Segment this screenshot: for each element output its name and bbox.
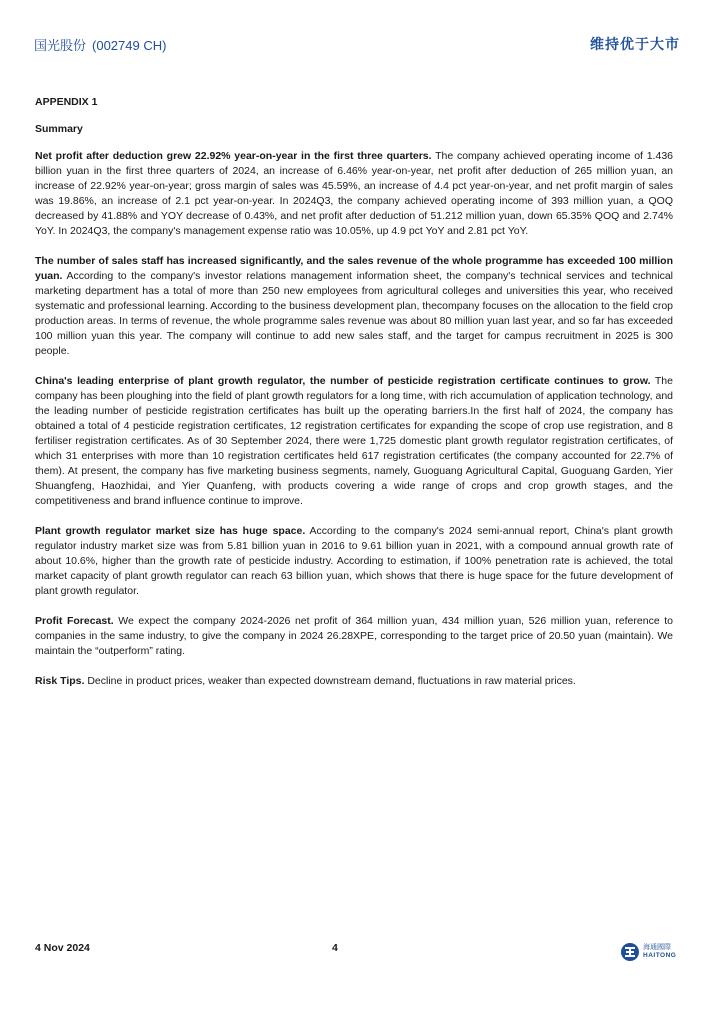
paragraph-body: The company has been ploughing into the field of plant growth regulators for a long time, with rich accumulation of application technology, and the leading number of pesticide registration certificates has built up the operating barriers.In the first half of 2024, the company has obtained a total of 4 pesticide registration certificates, 12 registration certificates for expanding the scope of crop use registration, and 8 fertiliser registration certificates. As of 30 September 2024, there were 1,725 domestic plant growth regulator registration certificates, of which 31 enterprises with more than 10 registration certificates held 617 registration certificates (the company accounted for 22.7% of them). At present, the company has five marketing business segments, namely, Guoguang Agricultural Capital, Guoguang Garden, Yier Shuangfeng, Haozhidai, and Yier Quanfeng, with products covering a wide range of crops and crop growth stages, and the competitiveness and brand influence continue to improve. <box>35 375 673 507</box>
paragraph-profit-forecast <box>35 614 673 659</box>
paragraph-body: According to the company's 2024 semi-annual report, China's plant growth regulator industry market size was from 5.81 billion yuan in 2016 to 9.61 billion yuan in 2021, with a compound annual growth rate of about 10.6%, higher than the growth rate of pesticide industry. According to estimation, if 100% penetration rate is achieved, the total market capacity of plant growth regulator can reach 63 billion yuan, which shows that there is huge space for the future development of plant growth regulator. <box>35 525 673 597</box>
report-body <box>35 95 673 704</box>
footer-date: 4 Nov 2024 <box>35 942 90 954</box>
rating-slogan: 维持优于大市 <box>590 36 680 52</box>
company-name-cn: 国光股份 <box>34 38 87 53</box>
paragraph-lead: Net profit after deduction grew 22.92% year-on-year in the first three quarters. <box>35 150 432 162</box>
stock-ticker: (002749 CH) <box>92 38 167 53</box>
paragraph-net-profit <box>35 149 673 239</box>
paragraph-lead: The number of sales staff has increased significantly, and the sales revenue of the whole programme has exceeded 100 million yuan. <box>35 255 673 282</box>
paragraph-body: Decline in product prices, weaker than expected downstream demand, fluctuations in raw material prices. <box>84 675 576 687</box>
paragraph-lead: Plant growth regulator market size has huge space. <box>35 525 306 537</box>
paragraph-risk-tips <box>35 674 673 689</box>
report-header-company <box>34 35 166 54</box>
paragraph-lead: Risk Tips. <box>35 675 85 687</box>
paragraph-lead: Profit Forecast. <box>35 615 114 627</box>
page-number: 4 <box>332 942 338 954</box>
summary-title: Summary <box>35 123 83 135</box>
paragraph-lead: China's leading enterprise of plant growth regulator, the number of pesticide registration certificate continues to grow. <box>35 375 651 387</box>
paragraph-sales-staff <box>35 254 673 359</box>
paragraph-leading-enterprise <box>35 374 673 509</box>
paragraph-body: According to the company's investor relations management information sheet, the company's technical services and technical marketing department has a total of more than 250 new employees from agricultural colleges and universities this year, who received systematic and professional learning. According to the business development plan, thecompany focuses on the allocation to the field crop production areas. In terms of revenue, the whole programme sales revenue was about 80 million yuan last year, and so far has exceeded 100 million yuan this year. The company will continue to add new sales staff, and the target for campus recruitment in 2025 is 300 people. <box>35 270 673 357</box>
haitong-logo-icon <box>620 942 640 962</box>
haitong-logo <box>620 940 680 964</box>
logo-text-cn: 海通國際 <box>643 944 671 951</box>
logo-text-en: HAITONG <box>643 952 677 959</box>
paragraph-body: We expect the company 2024-2026 net profit of 364 million yuan, 434 million yuan, 526 million yuan, reference to companies in the same industry, to give the company in 2024 26.28XPE, corresponding to the target price of 20.50 yuan (maintain). We maintain the “outperform” rating. <box>35 615 673 657</box>
paragraph-body: The company achieved operating income of 1.436 billion yuan in the first three quarters of 2024, an increase of 6.46% year-on-year, net profit after deduction of 265 million yuan, an increase of 22.92% year-on-year; gross margin of sales was 45.59%, an increase of 4.4 pct year-on-year, and net profit margin of sales was 19.86%, an increase of 2.1 pct year-on-year. In 2024Q3, the company achieved operating income of 393 million yuan, a QOQ decreased by 41.88% and YOY decrease of 0.43%, and net profit after deduction of 51.212 million yuan, down 65.35% QOQ and 2.74% YoY. In 2024Q3, the company's management expense ratio was 10.05%, up 4.9 pct YoY and 2.81 pct YoY. <box>35 150 673 237</box>
paragraph-market-size <box>35 524 673 599</box>
appendix-title: APPENDIX 1 <box>35 96 98 108</box>
